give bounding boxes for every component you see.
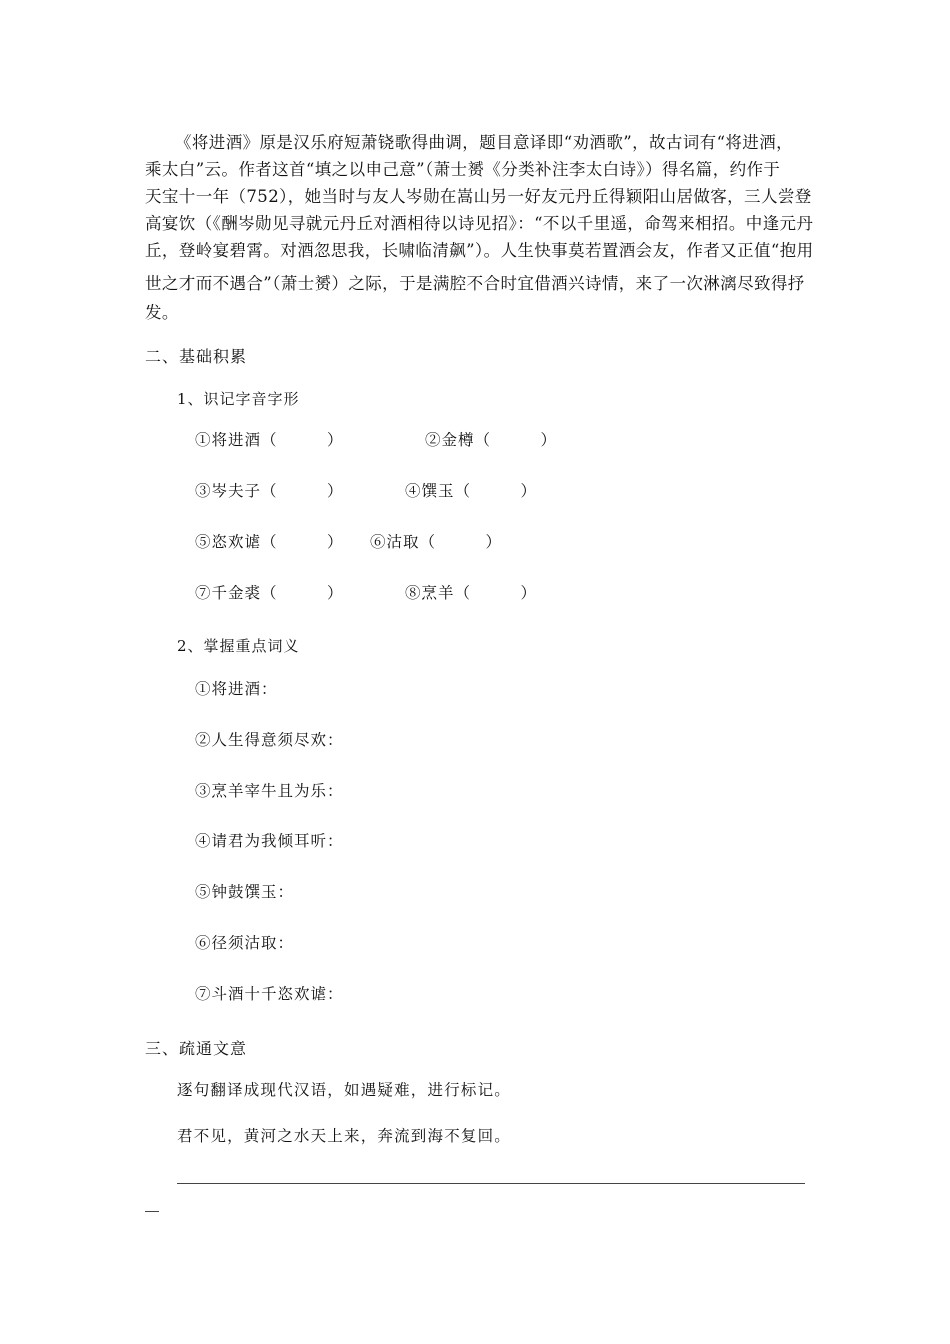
intro-line: 高宴饮（《酬岑勋见寻就元丹丘对酒相待以诗见招》：“不以千里遥，命驾来相招。中逢元丹 bbox=[145, 214, 814, 233]
intro-line: 天宝十一年（752），她当时与友人岑勋在嵩山另一好友元丹丘得颖阳山居做客，三人尝登 bbox=[145, 187, 812, 206]
pronunciation-item: ⑤恣欢谑（ ） bbox=[195, 533, 344, 551]
subsection-title: 1、识记字音字形 bbox=[177, 390, 300, 408]
vocabulary-item: ⑤钟鼓馔玉： bbox=[195, 883, 295, 901]
section-heading: 三、疏通文意 bbox=[145, 1039, 248, 1058]
pronunciation-item: ⑥沽取（ ） bbox=[370, 533, 503, 551]
subsection-title: 2、掌握重点词义 bbox=[177, 637, 300, 655]
vocabulary-item: ⑥径须沽取： bbox=[195, 934, 295, 952]
pronunciation-item: ⑧烹羊（ ） bbox=[405, 584, 538, 602]
answer-line-continuation bbox=[145, 1211, 159, 1212]
instruction-text: 逐句翻译成现代汉语，如遇疑难，进行标记。 bbox=[177, 1081, 512, 1099]
intro-line: 世之才而不遇合”（萧士赟）之际，于是满腔不合时宜借酒兴诗情，来了一次淋漓尽致得抒 bbox=[145, 274, 805, 293]
pronunciation-item: ①将进酒（ ） bbox=[195, 431, 344, 449]
vocabulary-item: ②人生得意须尽欢： bbox=[195, 731, 344, 749]
translation-source-line: 君不见，黄河之水天上来，奔流到海不复回。 bbox=[177, 1127, 512, 1145]
vocabulary-item: ①将进酒： bbox=[195, 680, 278, 698]
answer-line bbox=[177, 1183, 805, 1184]
pronunciation-item: ④馔玉（ ） bbox=[405, 482, 538, 500]
vocabulary-item: ③烹羊宰牛且为乐： bbox=[195, 782, 344, 800]
intro-line: 发。 bbox=[145, 303, 179, 322]
pronunciation-item: ③岑夫子（ ） bbox=[195, 482, 344, 500]
pronunciation-item: ②金樽（ ） bbox=[425, 431, 558, 449]
pronunciation-item: ⑦千金裘（ ） bbox=[195, 584, 344, 602]
intro-line: 丘，登岭宴碧霄。对酒忽思我，长啸临清飙”）。人生快事莫若置酒会友，作者又正值“抱用 bbox=[145, 241, 814, 260]
intro-line: 乘太白”云。作者这首“填之以申己意”（萧士赟《分类补注李太白诗》）得名篇，约作于 bbox=[145, 160, 781, 179]
intro-line: 《将进酒》原是汉乐府短萧铙歌得曲调，题目意译即“劝酒歌”，故古词有“将进酒， bbox=[175, 133, 794, 152]
section-heading: 二、基础积累 bbox=[145, 347, 248, 366]
vocabulary-item: ④请君为我倾耳听： bbox=[195, 832, 344, 850]
vocabulary-item: ⑦斗酒十千恣欢谑： bbox=[195, 985, 344, 1003]
